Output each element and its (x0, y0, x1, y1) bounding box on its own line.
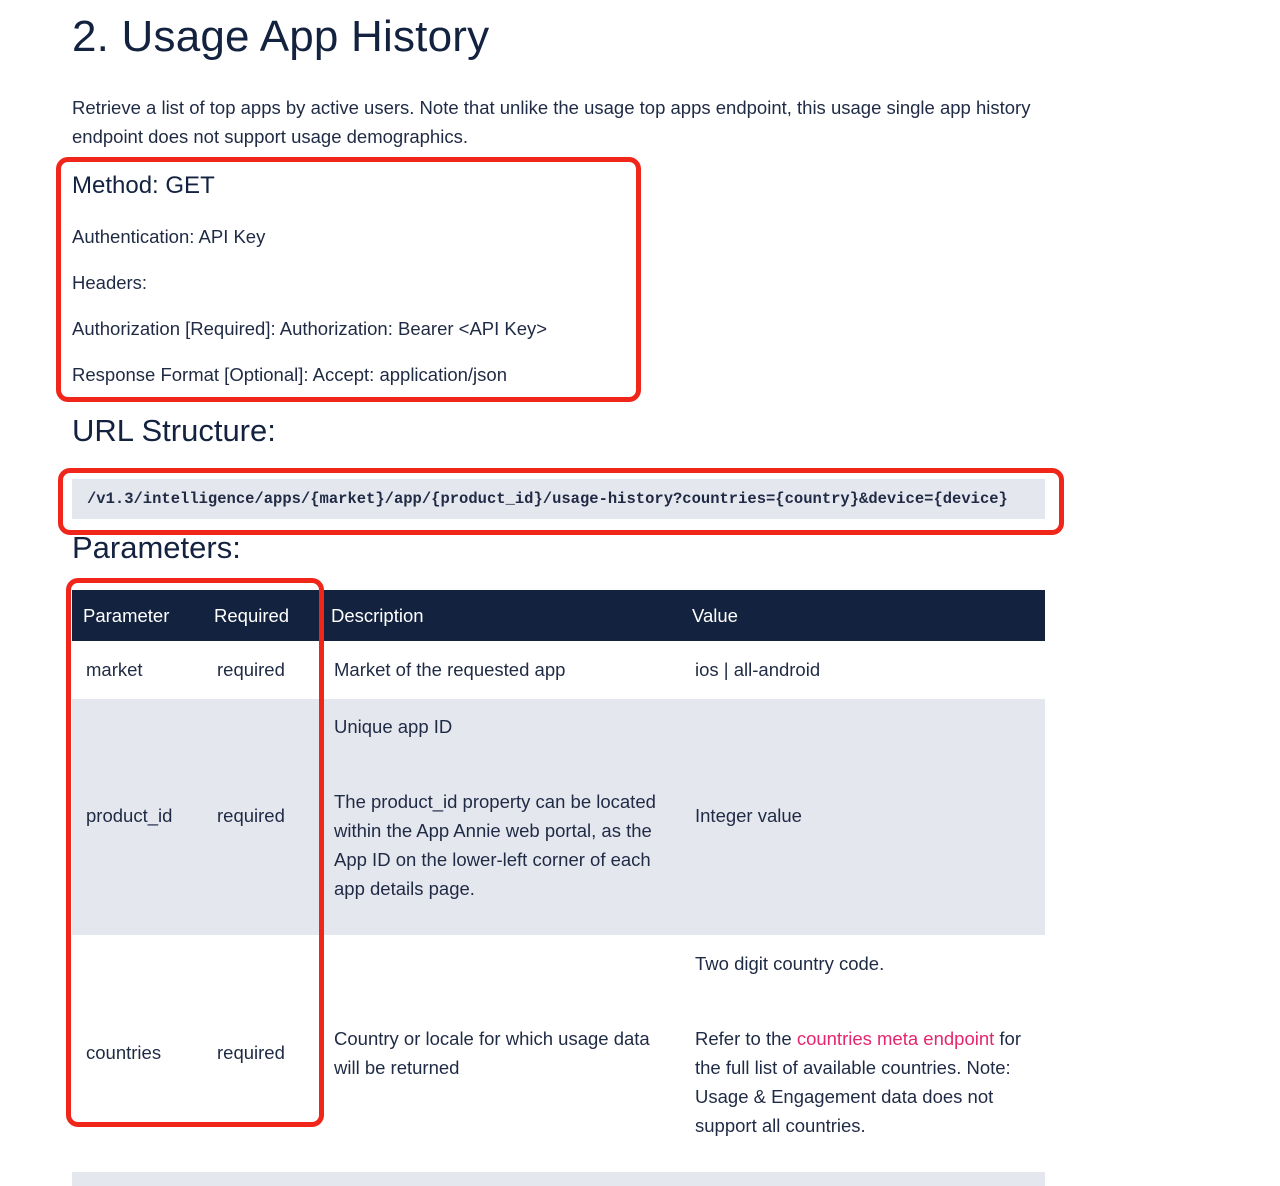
next-table-row (72, 1172, 1045, 1186)
param-required: required (217, 805, 285, 826)
response-format-text: Response Format [Optional]: Accept: application/json (72, 364, 507, 385)
param-value: Two digit country code. (695, 953, 885, 974)
url-code-text: /v1.3/intelligence/apps/{market}/app/{product_id}/usage-history?countries={country}&device={device} (87, 490, 1008, 508)
param-description: Country or locale for which usage data will be returned (334, 1028, 650, 1078)
param-name: countries (86, 1042, 162, 1063)
param-description-detail: The product_id property can be located within the App Annie web portal, as the App ID on the lower-left corner of each app details page. (334, 791, 656, 899)
parameter-columns-highlight-box (66, 578, 324, 1127)
headers-text: Headers: (72, 272, 148, 293)
method-highlight-box (56, 157, 641, 402)
intro-text: Retrieve a list of top apps by active users. Note that unlike the usage top apps endpoint, this usage single app history endpoint does not support usage demographics. (72, 97, 1031, 147)
authentication-text: Authentication: API Key (72, 226, 266, 247)
param-value: ios | all-android (695, 659, 821, 680)
column-header-parameter: Parameter (83, 605, 170, 626)
parameters-heading: Parameters: (72, 530, 241, 565)
param-description: Unique app ID (334, 716, 453, 737)
param-required: required (217, 1042, 285, 1063)
column-header-required: Required (214, 605, 290, 626)
column-header-description: Description (331, 605, 424, 626)
column-header-value: Value (692, 605, 738, 626)
param-value-refer (695, 1024, 1040, 1140)
param-description: Market of the requested app (334, 659, 566, 680)
param-name: market (86, 659, 143, 680)
authorization-text: Authorization [Required]: Authorization: Bearer <API Key> (72, 318, 548, 339)
countries-meta-endpoint-link[interactable]: countries meta endpoint (796, 1028, 995, 1049)
method-title: Method: GET (72, 172, 215, 199)
param-value: Integer value (695, 805, 802, 826)
refer-suffix: for the full list of available countries. Note: Usage & Engagement data does not support all countries. (695, 1028, 1022, 1136)
url-highlight-box (58, 468, 1064, 535)
param-required: required (217, 659, 285, 680)
url-structure-heading: URL Structure: (72, 413, 276, 448)
page-title: 2. Usage App History (72, 12, 490, 61)
refer-prefix: Refer to the (695, 1028, 797, 1049)
param-name: product_id (86, 805, 173, 826)
